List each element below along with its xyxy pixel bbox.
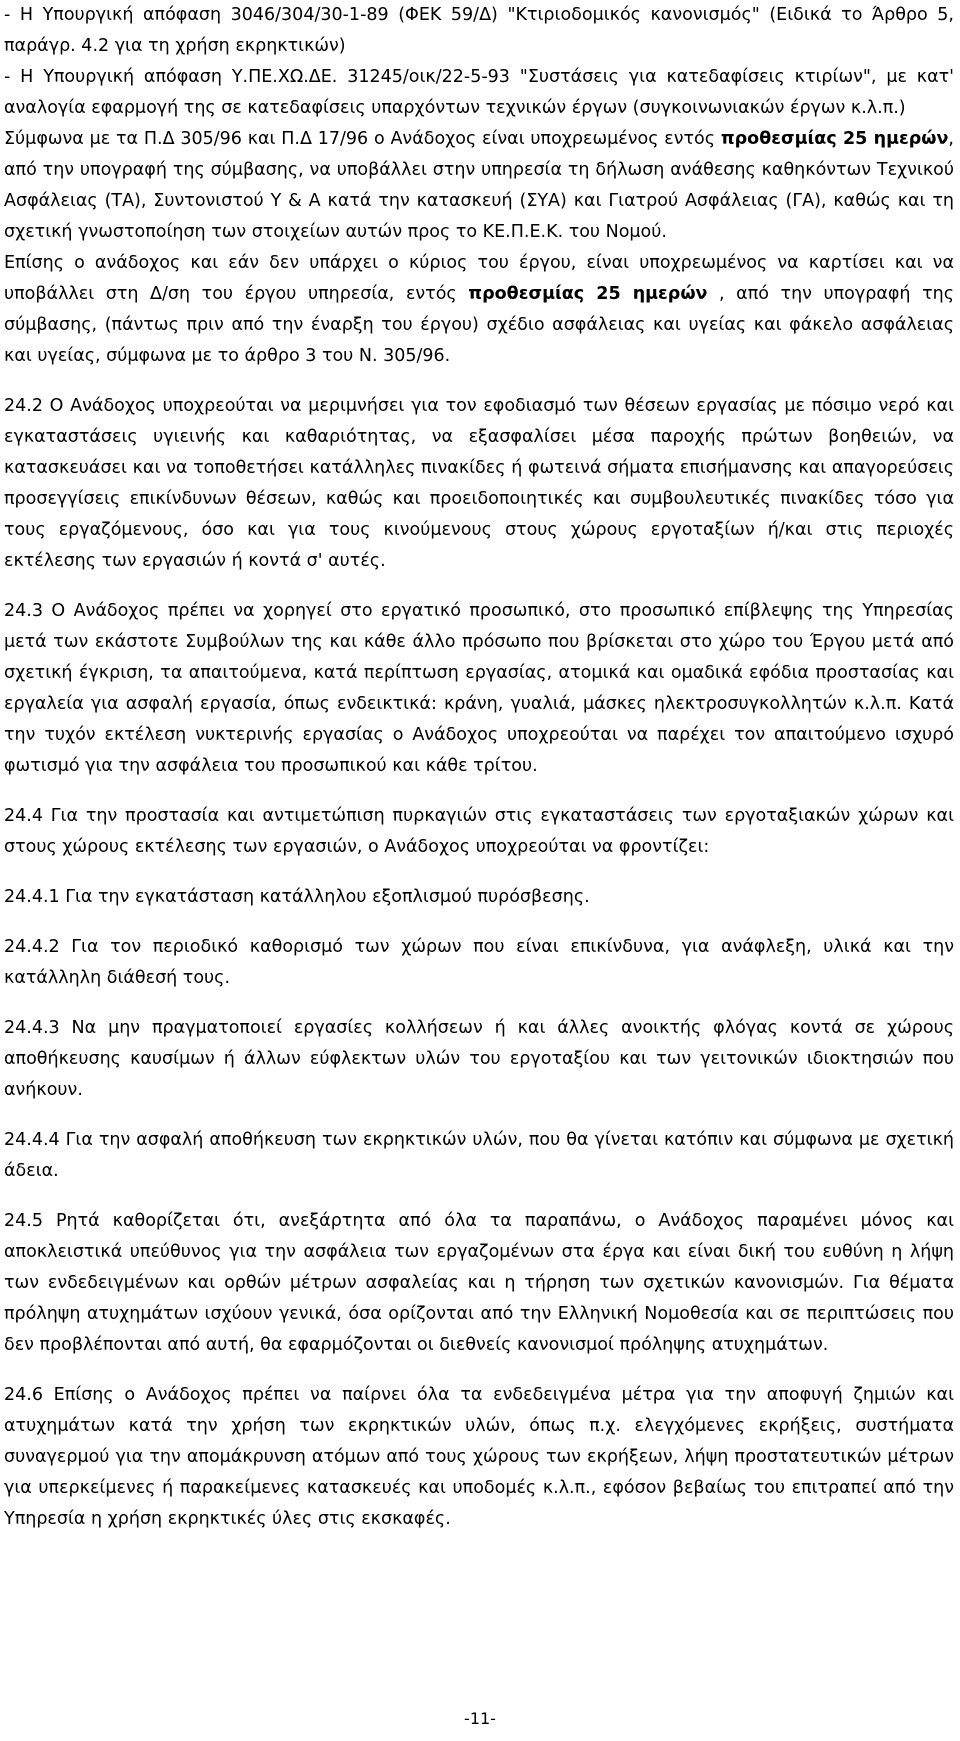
section-24-4-2: 24.4.2 Για τον περιοδικό καθορισμό των χώρων που είναι επικίνδυνα, για ανάφλεξη, υλικά και την κατάλληλη διάθεσή τους.	[4, 937, 954, 988]
section-24-4-4: 24.4.4 Για την ασφαλή αποθήκευση των εκρηκτικών υλών, που θα γίνεται κατόπιν και σύμφωνα με σχετική άδεια.	[4, 1130, 954, 1181]
paragraph-safety-staff	[4, 124, 954, 248]
text-run: Σύμφωνα με τα Π.Δ 305/96 και Π.Δ 17/96 ο Ανάδοχος είναι υποχρεωμένος εντός	[4, 129, 721, 149]
reference-item-1: - Η Υπουργική απόφαση 3046/304/30-1-89 (ΦΕΚ 59/Δ) "Κτιριοδομικός κανονισμός" (Ειδικά το Άρθρο 5, παράγρ. 4.2 για τη χρήση εκρηκτικών)	[4, 5, 954, 56]
text-run: Επίσης ο ανάδοχος και εάν δεν υπάρχει ο κύριος του έργου, είναι υποχρεωμένος να καρτίσει και να υποβάλλει στη Δ/ση του έργου υπηρεσία, εντός	[4, 253, 954, 304]
page-number: -11-	[464, 1709, 496, 1728]
section-24-4-3: 24.4.3 Να μην πραγματοποιεί εργασίες κολλήσεων ή και άλλες ανοικτής φλόγας κοντά σε χώρους αποθήκευσης καυσίμων ή άλλων εύφλεκτων υλών του εργοταξίου και των γειτονικών ιδιοκτησιών που ανήκουν.	[4, 1018, 954, 1100]
paragraph-safety-plan	[4, 248, 954, 372]
section-24-3: 24.3 Ο Ανάδοχος πρέπει να χορηγεί στο εργατικό προσωπικό, στο προσωπικό επίβλεψης της Υπηρεσίας μετά των εκάστοτε Συμβούλων της και κάθε άλλο πρόσωπο που βρίσκεται στο χώρο του Έργου μετά από σχετική έγκριση, τα απαιτούμενα, κατά περίπτωση εργασίας, ατομικά και ομαδικά εφόδια προστασίας και εργαλεία για ασφαλή εργασία, όπως ενδεικτικά: κράνη, γυαλιά, μάσκες ηλεκτροσυγκολλητών κ.λ.π. Κατά την τυχόν εκτέλεση νυκτερινής εργασίας ο Ανάδοχος υποχρεούται να παρέχει τον απαιτούμενο ισχυρό φωτισμό για την ασφάλεια του προσωπικού και κάθε τρίτου.	[4, 601, 954, 776]
deadline-bold: προθεσμίας 25 ημερών	[468, 284, 708, 304]
section-24-4-1: 24.4.1 Για την εγκατάσταση κατάλληλου εξοπλισμού πυρόσβεσης.	[4, 887, 590, 907]
section-24-6: 24.6 Επίσης ο Ανάδοχος πρέπει να παίρνει όλα τα ενδεδειγμένα μέτρα για την αποφυγή ζημιών και ατυχημάτων κατά την χρήση των εκρηκτικών υλών, όπως π.χ. ελεγχόμενες εκρήξεις, συστήματα συναγερμού για την απομάκρυνση ατόμων από τους χώρους των εκρήξεων, λήψη προστατευτικών μέτρων για υπερκείμενες ή παρακείμενες κατασκευές και υποδομές κ.λ.π., εφόσον βεβαίως του επιτραπεί από την Υπηρεσία η χρήση εκρηκτικές ύλες στις εκσκαφές.	[4, 1385, 954, 1529]
text-run: , από την υπογραφή της σύμβασης, να υποβάλλει στην υπηρεσία τη δήλωση ανάθεσης καθηκόντων Τεχνικού Ασφάλειας (ΤΑ), Συντονιστού Υ & Α κατά την κατασκευή (ΣΥΑ) και Γιατρού Ασφάλειας (ΓΑ), καθώς και τη σχετική γνωστοποίηση των στοιχείων αυτών προς το ΚΕ.Π.Ε.Κ. του Νομού.	[4, 129, 954, 242]
reference-item-2: - Η Υπουργική απόφαση Υ.ΠΕ.ΧΩ.ΔΕ. 31245/οικ/22-5-93 "Συστάσεις για κατεδαφίσεις κτιρίων", με κατ' αναλογία εφαρμογή της σε κατεδαφίσεις υπαρχόντων τεχνικών έργων (συγκοινωνιακών έργων κ.λ.π.)	[4, 67, 954, 118]
section-24-5: 24.5 Ρητά καθορίζεται ότι, ανεξάρτητα από όλα τα παραπάνω, ο Ανάδοχος παραμένει μόνος και αποκλειστικά υπεύθυνος για την ασφάλεια των εργαζομένων στα έργα και είναι δική του ευθύνη η λήψη των ενδεδειγμένων και ορθών μέτρων ασφαλείας και η τήρηση των σχετικών κανονισμών. Για θέματα πρόληψη ατυχημάτων ισχύουν γενικά, όσα ορίζονται από την Ελληνική Νομοθεσία και σε περιπτώσεις που δεν προβλέπονται από αυτή, θα εφαρμόζονται οι διεθνείς κανονισμοί πρόληψης ατυχημάτων.	[4, 1211, 954, 1355]
section-24-2: 24.2 Ο Ανάδοχος υποχρεούται να μεριμνήσει για τον εφοδιασμό των θέσεων εργασίας με πόσιμο νερό και εγκαταστάσεις υγιεινής και καθαριότητας, να εξασφαλίσει μέσα παροχής πρώτων βοηθειών, να κατασκευάσει και να τοποθετήσει κατάλληλες πινακίδες ή φωτεινά σήματα επισήμανσης και απαγορεύσεις προσεγγίσεις επικίνδυνων θέσεων, καθώς και προειδοποιητικές και συμβουλευτικές πινακίδες τόσο για τους εργαζόμενους, όσο και για τους κινούμενους στους χώρους εργοταξίων ή/και στις περιοχές εκτέλεσης των εργασιών ή κοντά σ' αυτές.	[4, 396, 954, 571]
deadline-bold: προθεσμίας 25 ημερών	[720, 129, 949, 149]
text-run: , από την υπογραφή της σύμβασης, (πάντως πριν από την έναρξη του έργου) σχέδιο ασφάλειας και υγείας και φάκελο ασφάλειας και υγείας, σύμφωνα με το άρθρο 3 του Ν. 305/96.	[4, 284, 954, 366]
section-24-4: 24.4 Για την προστασία και αντιμετώπιση πυρκαγιών στις εγκαταστάσεις των εργοταξιακών χώρων και στους χώρους εκτέλεσης των εργασιών, ο Ανάδοχος υποχρεούται να φροντίζει:	[4, 806, 954, 857]
